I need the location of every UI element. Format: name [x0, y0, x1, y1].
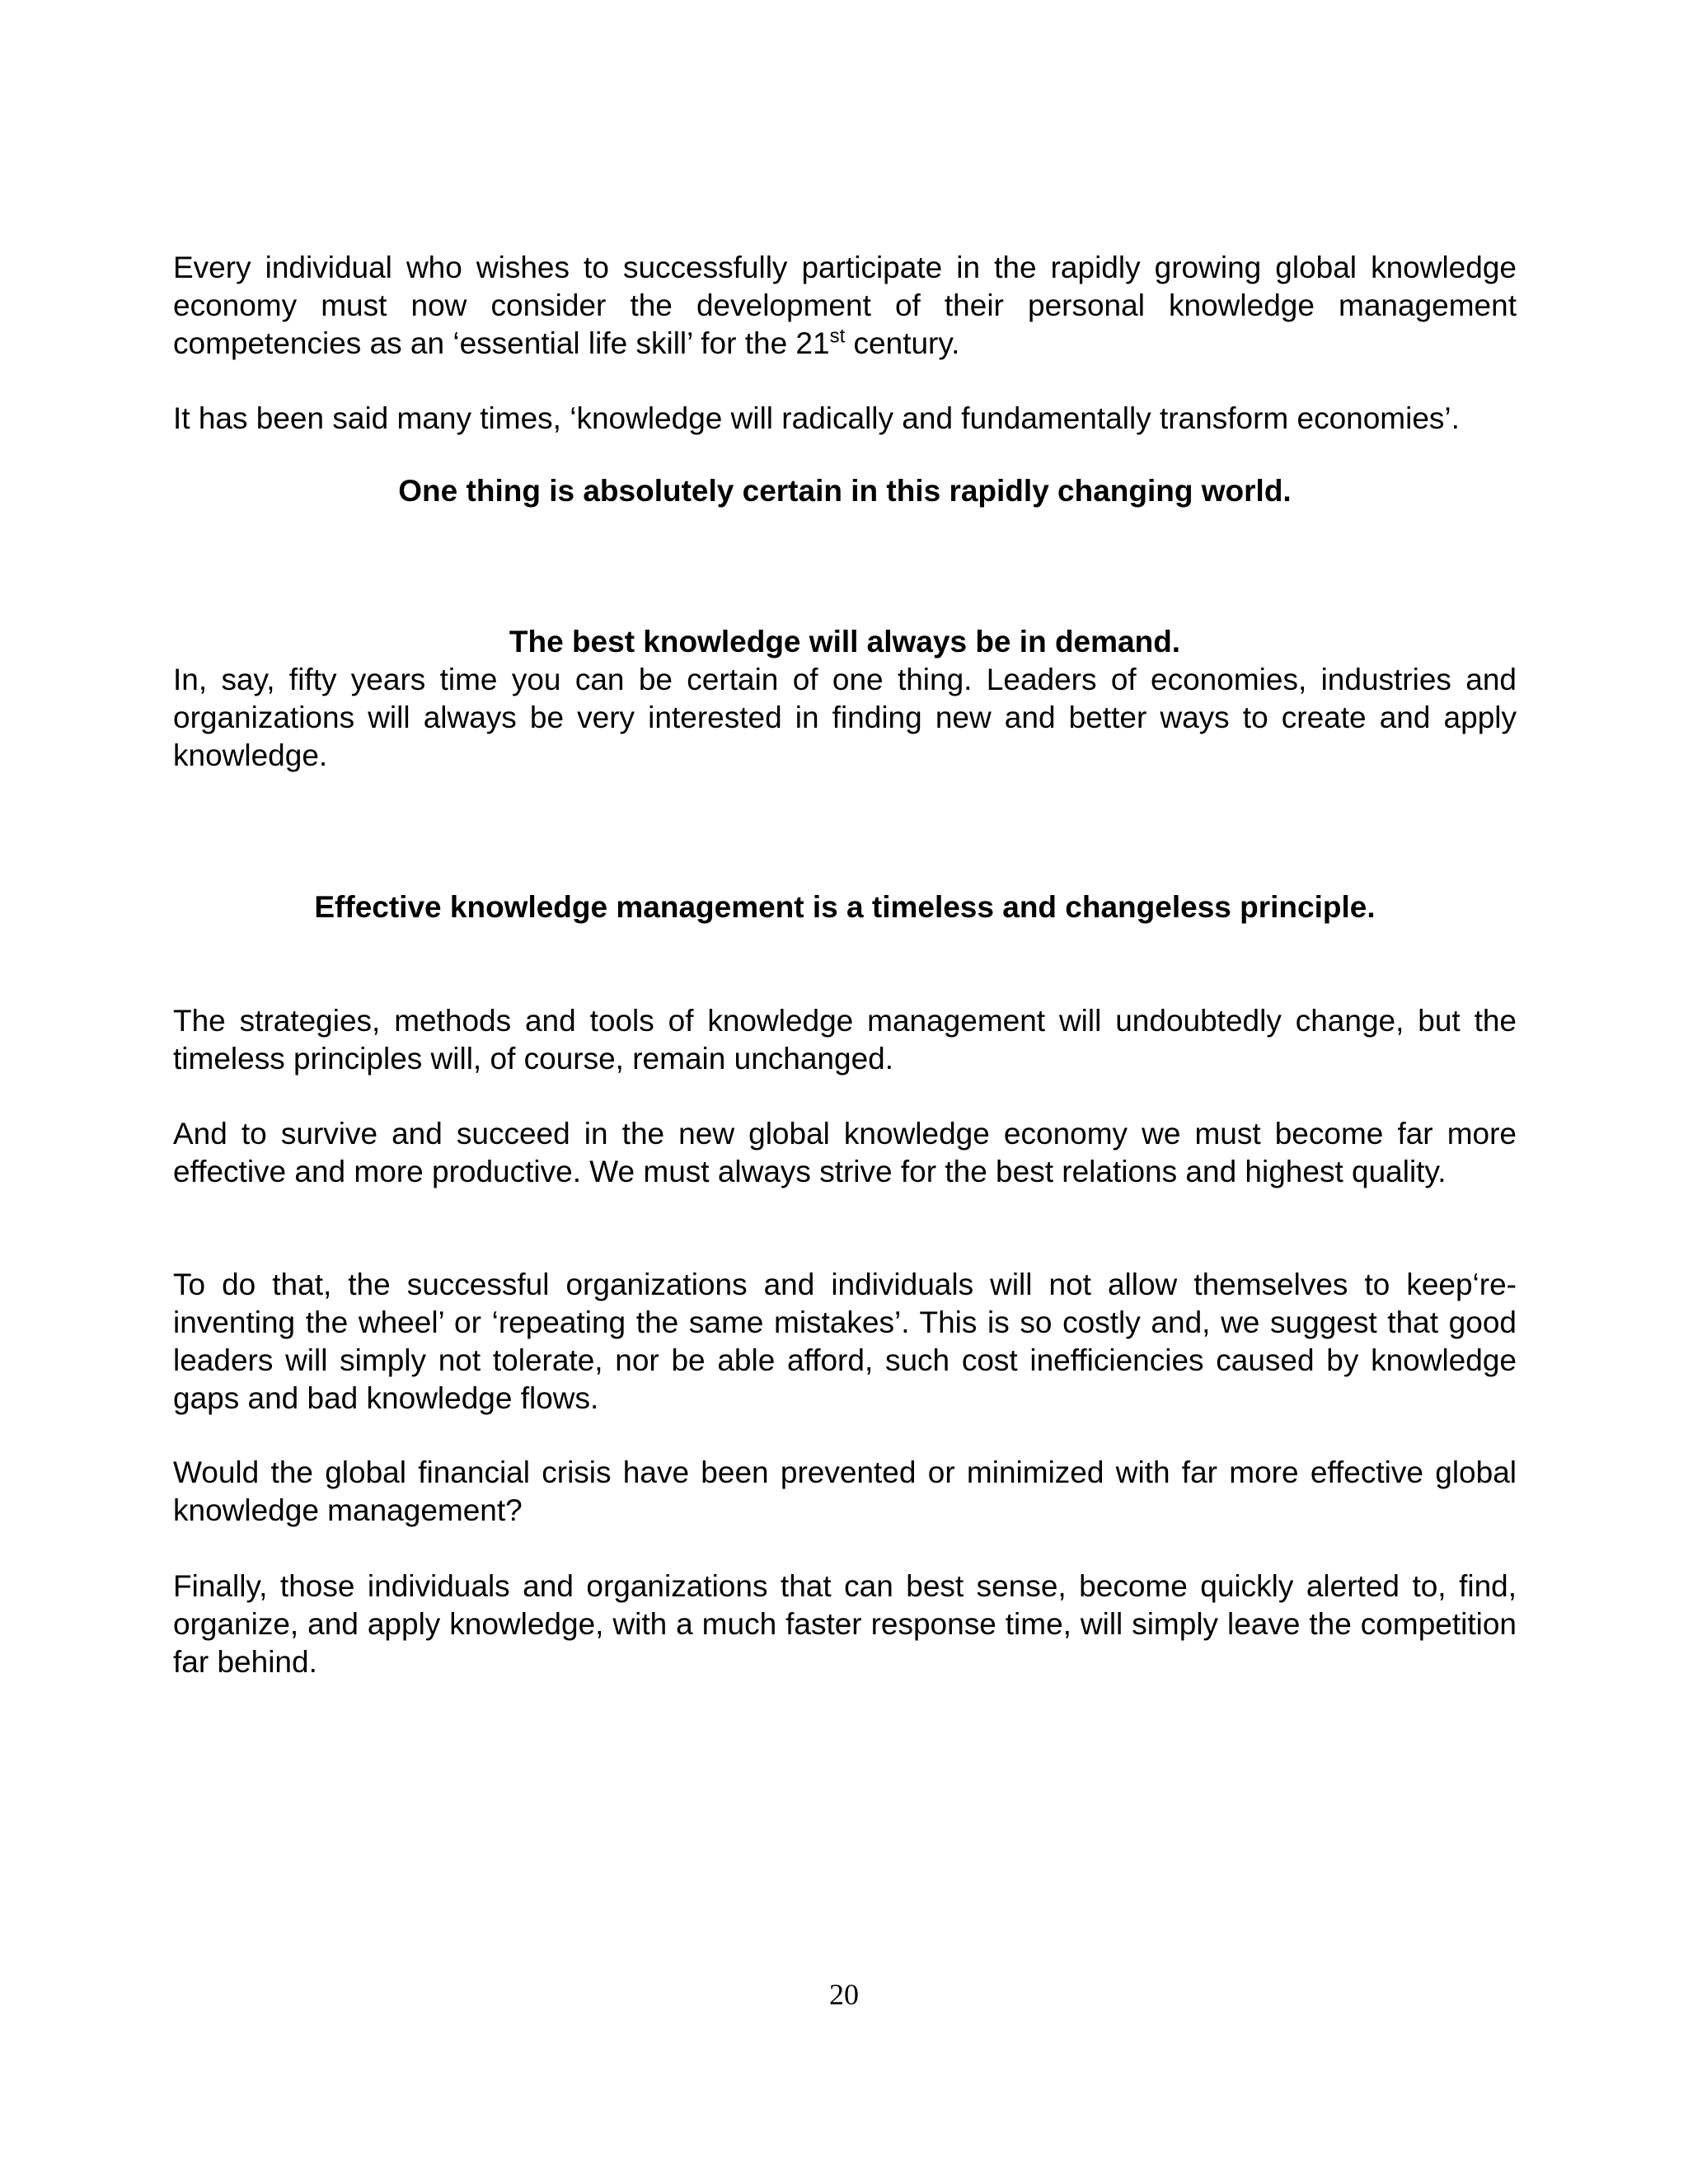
paragraph-fifty-years: In, say, fifty years time you can be certain of one thing. Leaders of economies, industries and organizations will always be very interested in finding new and better ways to create and apply knowledge. [173, 663, 1517, 772]
paragraph-knowledge-transform: It has been said many times, ‘knowledge will radically and fundamentally transform economies’. [173, 401, 1460, 435]
page-number: 20 [829, 1978, 859, 2011]
paragraph-intro [173, 249, 1517, 363]
heading-effective-km: Effective knowledge management is a timeless and changeless principle. [314, 890, 1376, 924]
paragraph-survive-succeed: And to survive and succeed in the new global knowledge economy we must become far more effective and more productive. We must always strive for the best relations and highest quality. [173, 1117, 1517, 1188]
paragraph-intro-text: Every individual who wishes to successfully participate in the rapidly growing global knowledge economy must now consider the development of their personal knowledge management competencies as an ‘essential life skill’ for the 21 [173, 251, 1517, 360]
paragraph-strategies: The strategies, methods and tools of knowledge management will undoubtedly change, but the timeless principles will, of course, remain unchanged. [173, 1004, 1517, 1076]
paragraph-finally: Finally, those individuals and organizations that can best sense, become quickly alerted to, find, organize, and apply knowledge, with a much faster response time, will simply leave the competition far behind. [173, 1569, 1517, 1679]
paragraph-reinventing-wheel: To do that, the successful organizations and individuals will not allow themselves to keep‘re-inventing the wheel’ or ‘repeating the same mistakes’. This is so costly and, we suggest that good leaders will simply not tolerate, nor be able afford, such cost inefficiencies caused by knowledge gaps and bad knowledge flows. [173, 1268, 1517, 1415]
paragraph-financial-crisis: Would the global financial crisis have been prevented or minimized with far more effective global knowledge management? [173, 1455, 1517, 1527]
ordinal-superscript: st [829, 325, 846, 348]
heading-best-knowledge: The best knowledge will always be in demand. [509, 625, 1181, 658]
paragraph-intro-end: century. [845, 326, 960, 360]
heading-one-thing-certain: One thing is absolutely certain in this rapidly changing world. [398, 474, 1292, 508]
